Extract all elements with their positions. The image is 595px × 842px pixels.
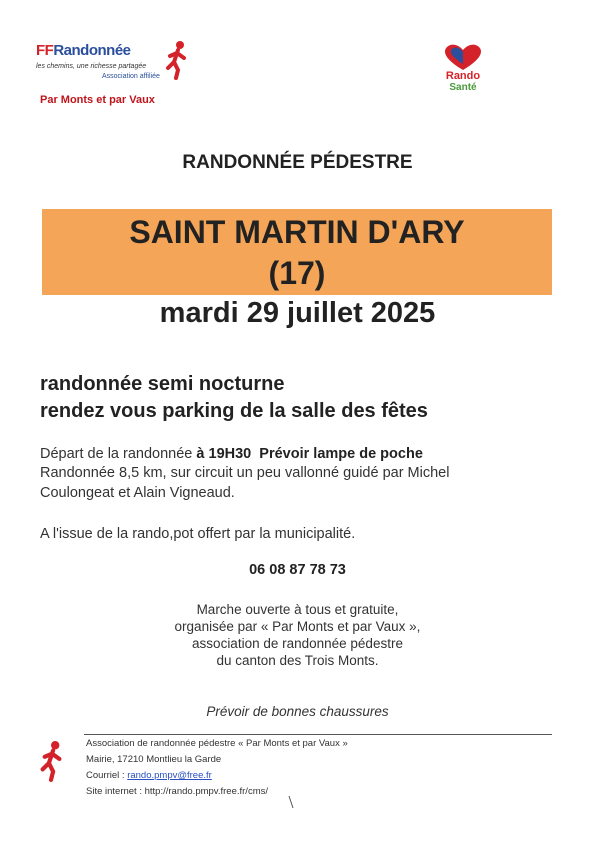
departure-time: à 19H30: [196, 446, 252, 462]
organizer-line-2: organisée par « Par Monts et par Vaux »,: [174, 619, 421, 634]
club-name: Par Monts et par Vaux: [40, 94, 155, 106]
rando-sante-line1: Rando: [445, 70, 481, 82]
ffr-brand: FFRandonnée: [36, 42, 131, 59]
scan-mark: [288, 795, 294, 809]
event-date: mardi 29 juillet 2025: [159, 297, 436, 329]
footer-website-line: [86, 786, 268, 798]
route-line-1: Randonnée 8,5 km, sur circuit un peu vallonné guidé par Michel: [40, 465, 450, 481]
ffrandonnee-logo: [36, 42, 196, 112]
departure-line: [40, 444, 423, 464]
ffr-affiliation: Association affiliée: [102, 73, 160, 80]
organizer-line-4: du canton des Trois Monts.: [216, 653, 379, 668]
route-line-2: Coulongeat et Alain Vigneaud.: [40, 485, 235, 501]
walker-icon: [36, 740, 66, 782]
walker-icon: [162, 40, 190, 80]
rando-sante-line2: Santé: [449, 82, 477, 93]
organizer-line-1: Marche ouverte à tous et gratuite,: [196, 602, 399, 617]
website-link[interactable]: http://rando.pmpv.free.fr/cms/: [144, 786, 268, 797]
footer-email-line: [86, 770, 212, 782]
departure-prefix: Départ de la randonnée: [40, 446, 193, 462]
footer-address: Mairie, 17210 Montlieu la Garde: [86, 754, 222, 765]
email-link[interactable]: rando.pmpv@free.fr: [127, 770, 212, 781]
event-type: randonnée semi nocturne: [40, 373, 285, 395]
lamp-note: Prévoir lampe de poche: [259, 446, 423, 462]
footer-divider: [84, 734, 552, 735]
phone-number: 06 08 87 78 73: [249, 562, 346, 578]
drink-note: A l'issue de la rando,pot offert par la municipalité.: [40, 526, 356, 542]
email-label: Courriel :: [86, 770, 128, 781]
event-town: SAINT MARTIN D'ARY: [129, 214, 465, 250]
rando-sante-logo: [436, 42, 490, 100]
shoes-note: Prévoir de bonnes chaussures: [206, 704, 389, 719]
page-heading: RANDONNÉE PÉDESTRE: [182, 152, 413, 173]
event-department: (17): [268, 255, 326, 291]
meeting-point: rendez vous parking de la salle des fêtes: [40, 400, 428, 422]
heart-icon: [436, 42, 490, 72]
ffr-tagline: les chemins, une richesse partagée: [36, 63, 147, 70]
website-label: Site internet :: [86, 786, 145, 797]
organizer-line-3: association de randonnée pédestre: [192, 636, 403, 651]
footer-association: Association de randonnée pédestre « Par Monts et par Vaux »: [86, 738, 348, 749]
